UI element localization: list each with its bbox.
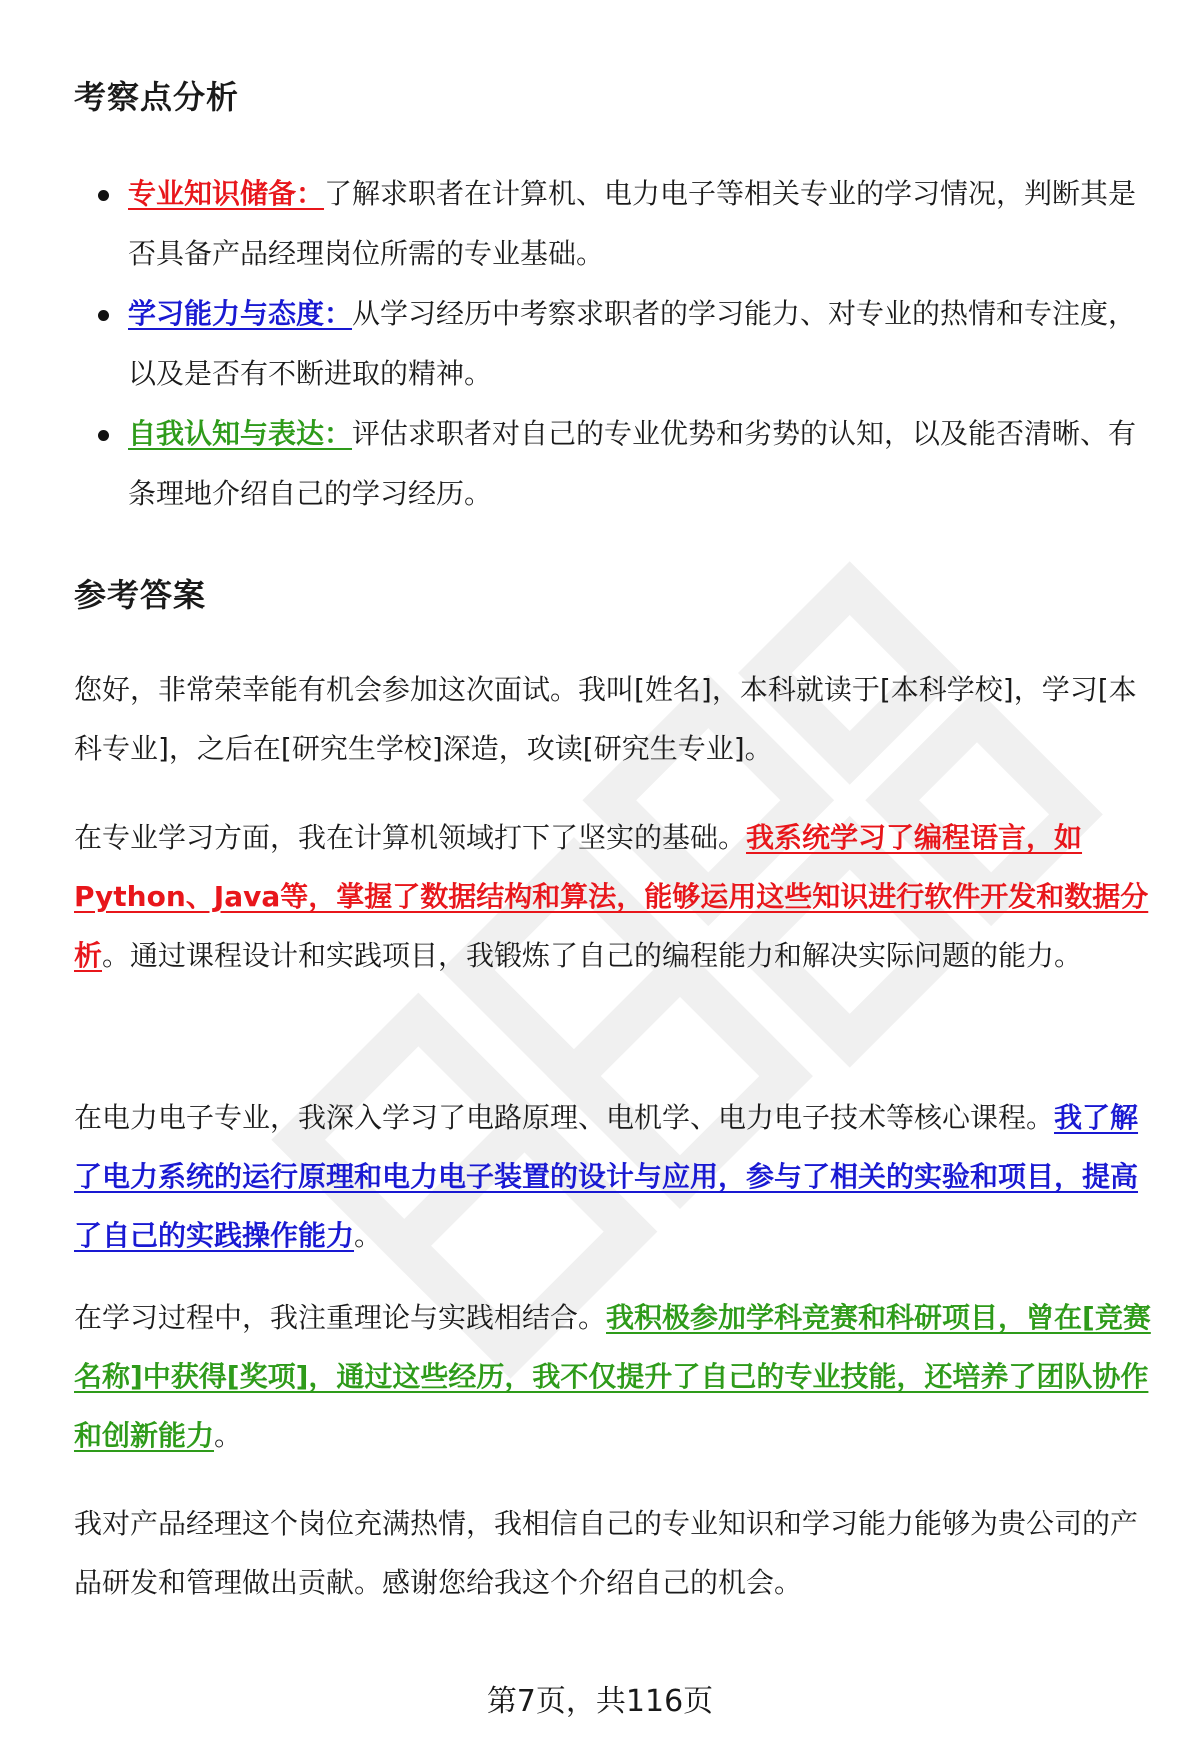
paragraph-text: 在专业学习方面，我在计算机领域打下了坚实的基础。 — [74, 821, 747, 854]
item-text: 评估求职者对自己的专业优势和劣势的认知，以及能否清晰、有条理地介绍自己的学习经历。 — [128, 417, 1137, 510]
list-item — [74, 404, 1154, 524]
item-text: 从学习经历中考察求职者的学习能力、对专业的热情和专注度，以及是否有不断进取的精神。 — [128, 297, 1137, 390]
answer-paragraph-closing: 我对产品经理这个岗位充满热情，我相信自己的专业知识和学习能力能够为贵公司的产品研发和管理做出贡献。感谢您给我这个介绍自己的机会。 — [74, 1507, 1139, 1599]
highlight-text: 我系统学习了编程语言，如Python、Java等，掌握了数据结构和算法，能够运用这些知识进行软件开发和数据分析 — [74, 821, 1149, 972]
section-title-answer: 参考答案 — [74, 576, 207, 614]
bullet-dot-icon — [98, 190, 109, 201]
analysis-list — [74, 164, 1154, 524]
paragraph-text: 在学习过程中，我注重理论与实践相结合。 — [74, 1301, 607, 1334]
bullet-dot-icon — [98, 310, 109, 321]
paragraph-text: 。 — [214, 1419, 243, 1452]
keyword-label: 自我认知与表达： — [128, 417, 353, 450]
keyword-label: 学习能力与态度： — [128, 297, 353, 330]
list-item — [74, 164, 1154, 284]
bullet-dot-icon — [98, 430, 109, 441]
answer-paragraph-computer — [74, 808, 1159, 985]
answer-paragraph-intro: 您好，非常荣幸能有机会参加这次面试。我叫[姓名]，本科就读于[本科学校]，学习[本科专业]，之后在[研究生学校]深造，攻读[研究生专业]。 — [74, 673, 1137, 765]
paragraph-text: 。 — [354, 1219, 383, 1252]
section-title-analysis: 考察点分析 — [74, 78, 240, 116]
answer-paragraph-power-electronics — [74, 1088, 1159, 1265]
highlight-text: 我积极参加学科竞赛和科研项目，曾在[竞赛名称]中获得[奖项]，通过这些经历，我不仅提升了自己的专业技能，还培养了团队协作和创新能力 — [74, 1301, 1151, 1452]
paragraph-text: 。通过课程设计和实践项目，我锻炼了自己的编程能力和解决实际问题的能力。 — [102, 939, 1083, 972]
keyword-label: 专业知识储备： — [128, 177, 325, 210]
highlight-text: 我了解了电力系统的运行原理和电力电子装置的设计与应用，参与了相关的实验和项目，提高了自己的实践操作能力 — [74, 1101, 1139, 1252]
paragraph-text: 在电力电子专业，我深入学习了电路原理、电机学、电力电子技术等核心课程。 — [74, 1101, 1055, 1134]
answer-paragraph-practice — [74, 1288, 1159, 1465]
list-item — [74, 284, 1154, 404]
page-number: 第7页，共116页 — [486, 1684, 714, 1719]
item-text: 了解求职者在计算机、电力电子等相关专业的学习情况，判断其是否具备产品经理岗位所需的专业基础。 — [128, 177, 1137, 270]
